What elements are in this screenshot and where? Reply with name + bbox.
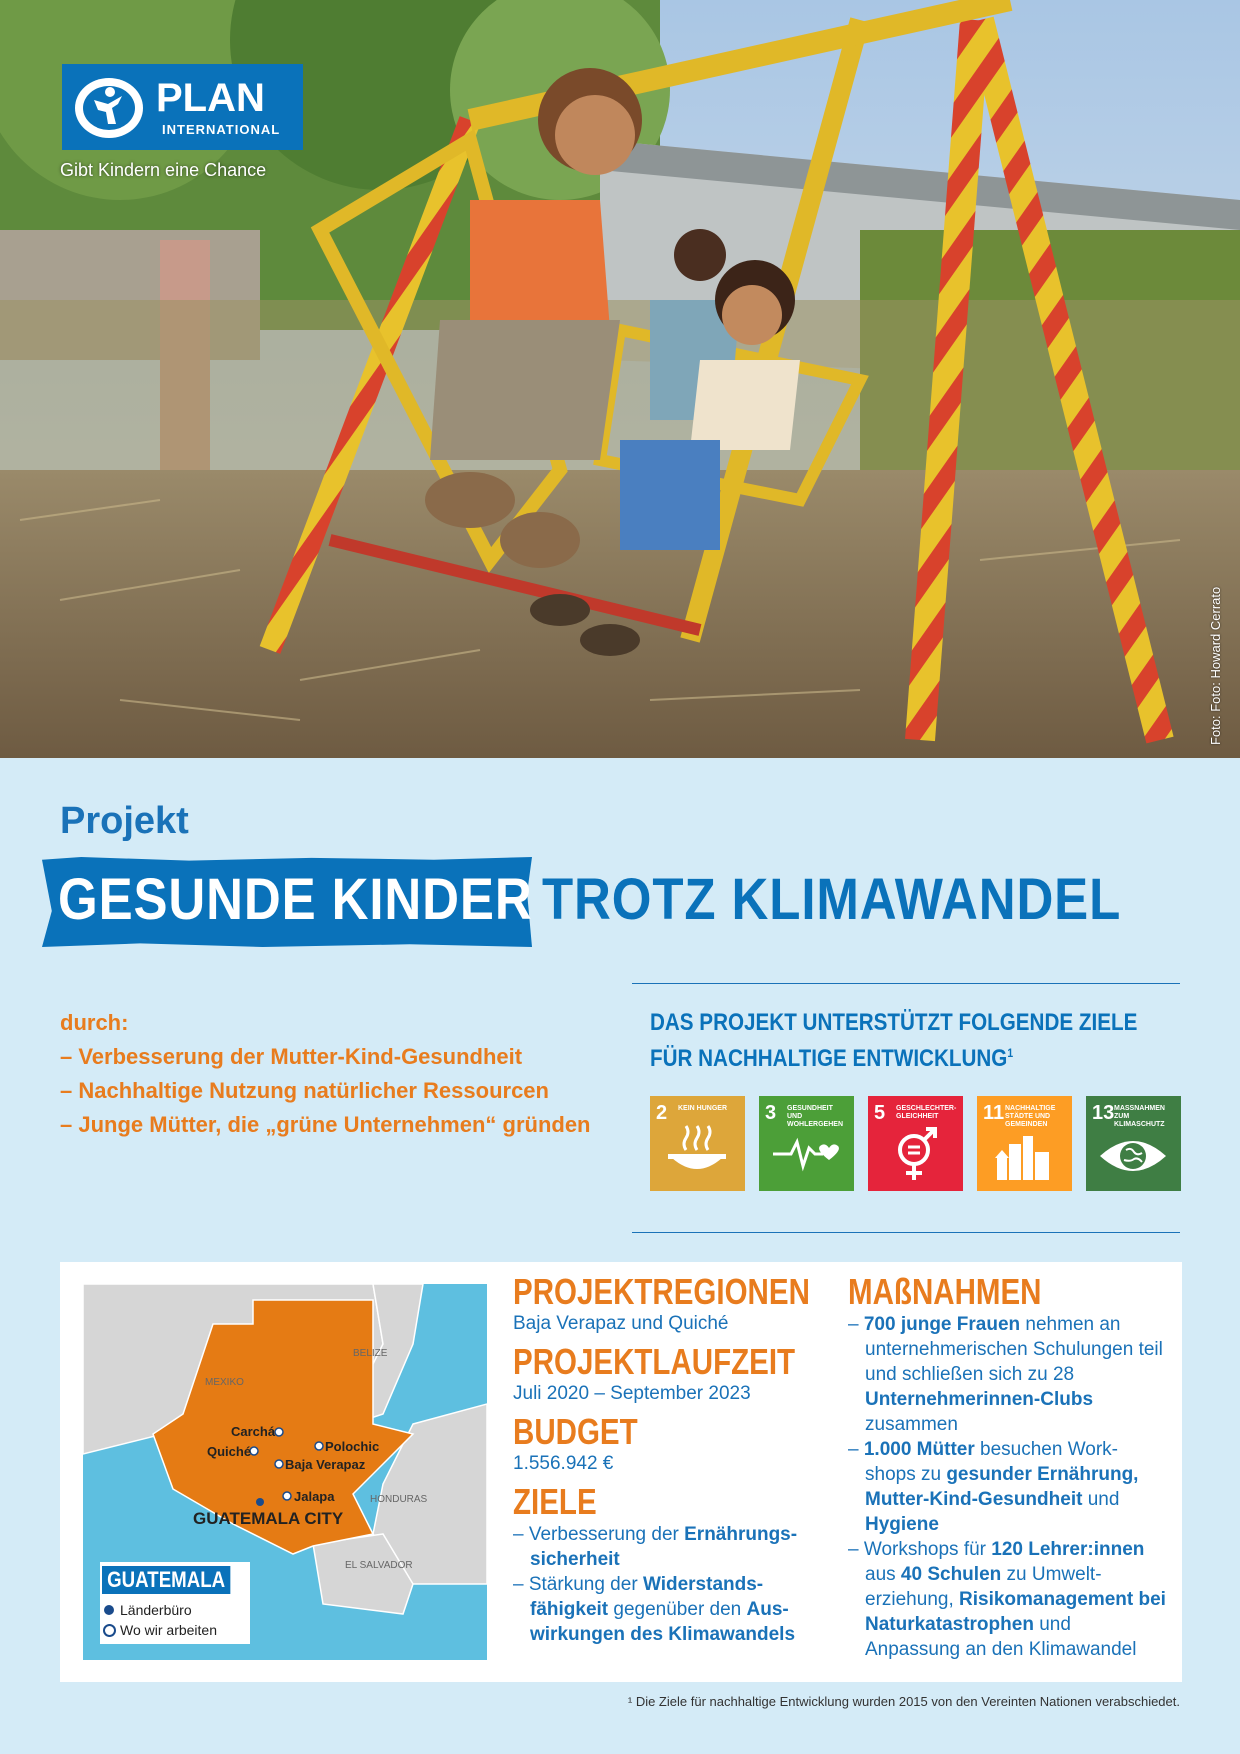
measures-title: MAßNAHMEN (848, 1271, 1042, 1312)
regions-value: Baja Verapaz und Quiché (513, 1313, 729, 1334)
measure-item: – Workshops für 120 Lehrer:innen aus 40 Schulen zu Umwelt-erziehung, Risikomanagement bei Naturkatastrophen und Anpassung an den Klimawandel (848, 1539, 1166, 1660)
duration-value: Juli 2020 – September 2023 (513, 1383, 751, 1404)
goals-intro: durch: (60, 1010, 129, 1035)
sdg-number: 3 (765, 1102, 777, 1124)
sdg-tile-2 (650, 1096, 745, 1191)
city-quiche: Quiché (207, 1444, 252, 1459)
sdg-label: GESCHLECHTER-GLEICHHEIT (896, 1105, 957, 1120)
work-circle-icon (103, 1624, 116, 1637)
legend-title: GUATEMALA (102, 1566, 230, 1594)
goals-list (60, 1040, 640, 1142)
duration-title: PROJEKTLAUFZEIT (513, 1341, 796, 1382)
regions-title: PROJEKTREGIONEN (513, 1271, 810, 1312)
footnote: ¹ Die Ziele für nachhaltige Entwicklung wurden 2015 von den Vereinten Nationen verabschiedet. (627, 1694, 1180, 1709)
legend-work: Wo wir arbeiten (120, 1622, 218, 1638)
sdg-number: 5 (874, 1102, 886, 1124)
footnote-mark: 1 (1007, 1046, 1014, 1060)
guatemala-map (83, 1284, 487, 1660)
sdg-number: 11 (983, 1102, 1005, 1124)
goal-item: – Junge Mütter, die „grüne Unternehmen“ gründen (60, 1112, 591, 1137)
city-jalapa: Jalapa (294, 1489, 335, 1504)
title-rest: TROTZ KLIMAWANDEL (542, 867, 1122, 932)
sdg-label: GESUNDHEIT UND WOHLERGEHEN (787, 1105, 843, 1128)
sdg-label: KEIN HUNGER (678, 1105, 728, 1112)
project-label: Projekt (60, 800, 189, 842)
brand-subname: INTERNATIONAL (162, 122, 281, 137)
aims-title: ZIELE (513, 1481, 597, 1522)
measures-list (848, 1312, 1168, 1662)
sdg-number: 2 (656, 1102, 668, 1124)
sdg-heading-line2: FÜR NACHHALTIGE ENTWICKLUNG (650, 1045, 1008, 1072)
plan-international-logo (62, 64, 303, 150)
city-baja-verapaz: Baja Verapaz (285, 1457, 366, 1472)
label-mexico: MEXIKO (205, 1377, 244, 1388)
title-highlight: GESUNDE KINDER (58, 867, 533, 932)
sdg-tile-13 (1086, 1096, 1181, 1191)
aim-item: – Stärkung der Widerstands-fähigkeit gegenüber den Aus-wirkungen des Klimawandels (513, 1574, 796, 1645)
measure-item: – 1.000 Mütter besuchen Work-shops zu gesunder Ernährung, Mutter-Kind-Gesundheit und Hygiene (848, 1439, 1139, 1535)
sdg-tile-3 (759, 1096, 854, 1191)
city-polochic: Polochic (325, 1439, 380, 1454)
sdg-heading-line1: DAS PROJEKT UNTERSTÜTZT FOLGENDE ZIELE (650, 1009, 1138, 1036)
goal-item: – Nachhaltige Nutzung natürlicher Ressourcen (60, 1078, 549, 1103)
city-carcha: Carchá (231, 1424, 276, 1439)
label-honduras: HONDURAS (370, 1494, 428, 1505)
project-info-column (513, 1272, 833, 1647)
brand-name: PLAN (156, 76, 265, 120)
brand-tagline: Gibt Kindern eine Chance (60, 160, 267, 180)
divider-top (632, 983, 1180, 984)
sdg-number: 13 (1092, 1102, 1115, 1124)
plan-emblem-icon (72, 74, 146, 142)
divider-bottom (632, 1232, 1180, 1233)
capital-guatemala-city: GUATEMALA CITY (193, 1509, 344, 1528)
aims-list (513, 1522, 833, 1647)
office-dot-icon (104, 1605, 114, 1615)
photo-credit: Foto: Foto: Howard Cerrato (1208, 586, 1223, 745)
sdg-label: MASSNAHMEN ZUM KLIMASCHUTZ (1114, 1105, 1165, 1128)
budget-title: BUDGET (513, 1411, 638, 1452)
sdg-heading (650, 1008, 1137, 1074)
label-belize: BELIZE (353, 1348, 388, 1359)
aim-item: – Verbesserung der Ernährungs-sicherheit (513, 1524, 798, 1570)
measure-item: – 700 junge Frauen nehmen an unternehmerischen Schulungen teil und schließen sich zu 28 Unternehmerinnen-Clubs zusammen (848, 1314, 1163, 1435)
sdg-label: NACHHALTIGE STÄDTE UND GEMEINDEN (1005, 1105, 1056, 1128)
sdg-tile-11 (977, 1096, 1072, 1191)
budget-value: 1.556.942 € (513, 1453, 614, 1474)
sdg-tile-5 (868, 1096, 963, 1191)
goal-item: – Verbesserung der Mutter-Kind-Gesundheit (60, 1044, 523, 1069)
legend-office: Länderbüro (120, 1602, 192, 1618)
map-legend (100, 1562, 250, 1644)
label-el-salvador: EL SALVADOR (345, 1560, 413, 1571)
measures-column (848, 1272, 1168, 1662)
